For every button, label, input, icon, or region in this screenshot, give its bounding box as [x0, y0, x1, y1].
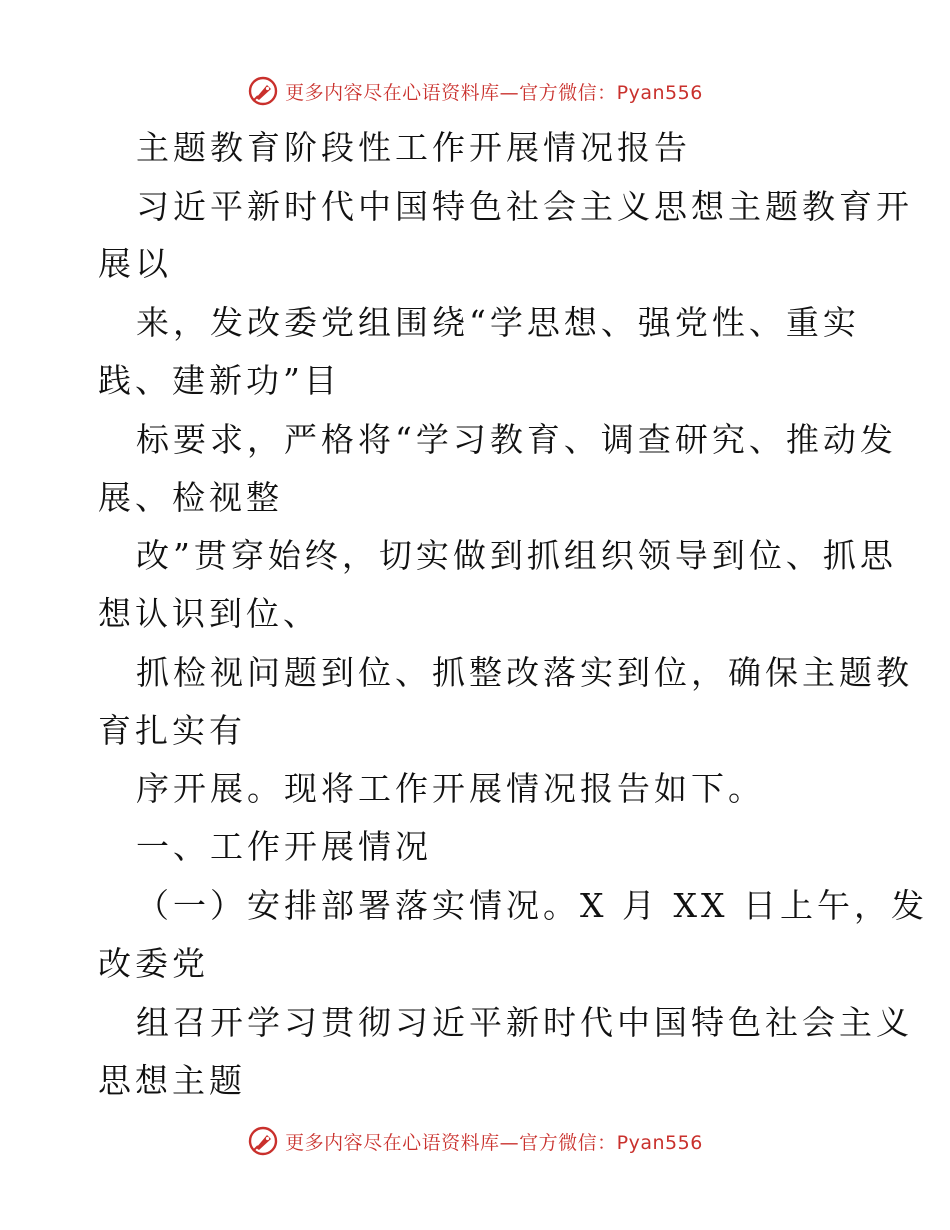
paragraph-line: 抓检视问题到位、抓整改落实到位，确保主题教 [136, 653, 913, 692]
watermark-banner-bottom [0, 1121, 950, 1161]
paragraph-line: 育扎实有 [98, 711, 246, 750]
paragraph-line: 序开展。现将工作开展情况报告如下。 [136, 769, 765, 808]
document-title: 主题教育阶段性工作开展情况报告 [136, 128, 691, 167]
paragraph-line: 想认识到位、 [98, 594, 320, 633]
paragraph-line: 习近平新时代中国特色社会主义思想主题教育开 [136, 187, 913, 226]
paragraph-line: 展以 [98, 244, 172, 283]
watermark-text: 更多内容尽在心语资料库—官方微信：Pyan556 [285, 1131, 703, 1154]
watermark-text: 更多内容尽在心语资料库—官方微信：Pyan556 [285, 81, 703, 104]
subsection-heading: （一）安排部署落实情况。X 月 XX 日上午，发 [136, 886, 928, 925]
pen-nib-logo-icon [247, 1125, 279, 1157]
paragraph-line: 改委党 [98, 944, 209, 983]
paragraph-line: 展、检视整 [98, 478, 283, 517]
paragraph-line: 践、建新功”目 [98, 361, 341, 400]
section-heading: 一、工作开展情况 [136, 827, 432, 866]
pen-nib-logo-icon [247, 75, 279, 107]
paragraph-line: 思想主题 [98, 1061, 246, 1100]
paragraph-line: 来，发改委党组围绕“学思想、强党性、重实 [136, 303, 860, 342]
paragraph-line: 组召开学习贯彻习近平新时代中国特色社会主义 [136, 1003, 913, 1042]
paragraph-line: 改”贯穿始终，切实做到抓组织领导到位、抓思 [136, 536, 897, 575]
watermark-banner-top [0, 71, 950, 111]
paragraph-line: 标要求，严格将“学习教育、调查研究、推动发 [136, 420, 897, 459]
